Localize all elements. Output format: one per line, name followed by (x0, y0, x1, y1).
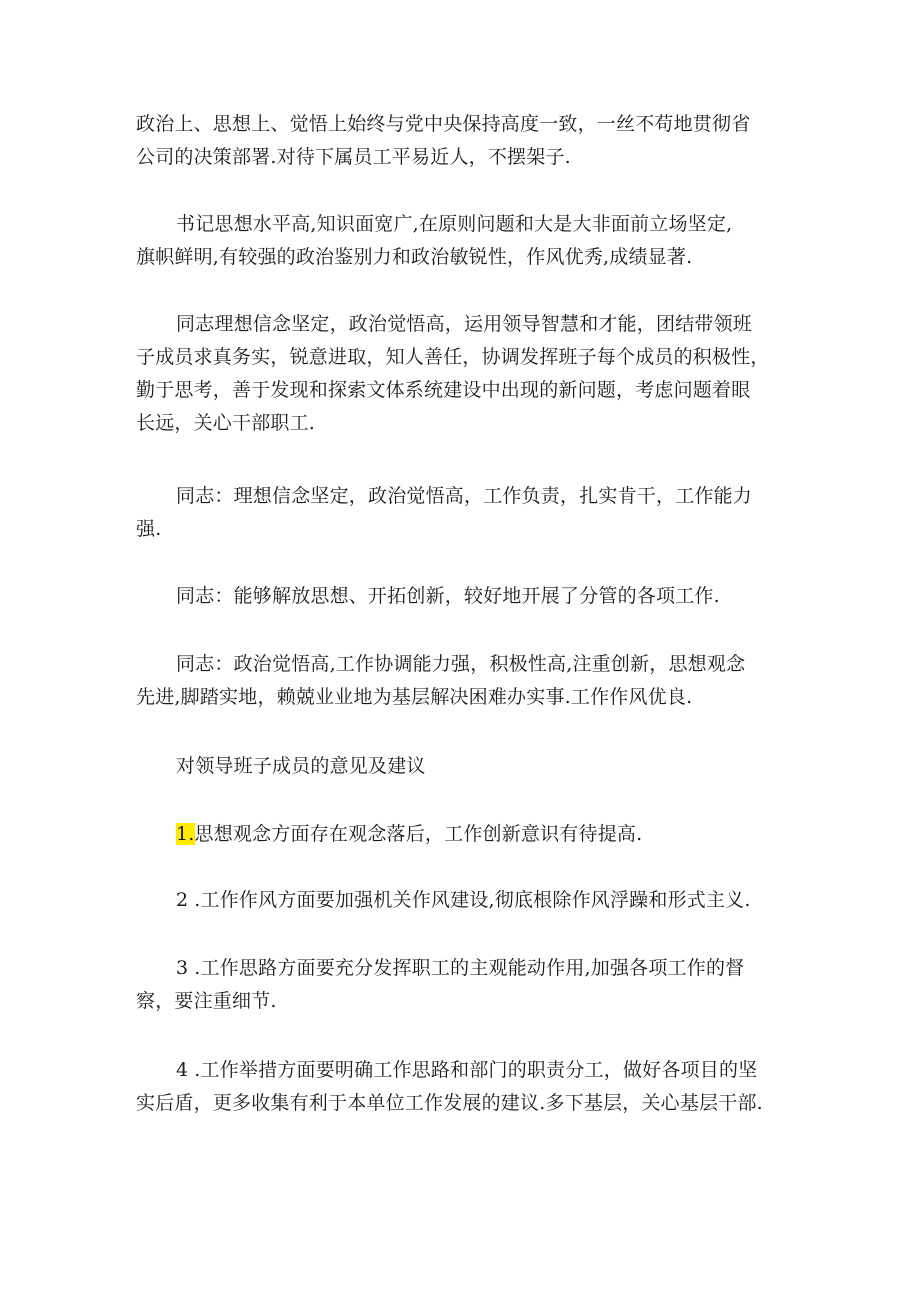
text-line: .工作思路方面要充分发挥职工的主观能动作用,加强各项工作的督 (194, 957, 745, 979)
text-line: 同志：能够解放思想、开拓创新，较好地开展了分管的各项工作. (176, 585, 720, 607)
text-line: 强. (136, 518, 162, 540)
text-line: 旗帜鲜明,有较强的政治鉴别力和政治敏锐性，作风优秀,成绩显著. (136, 246, 693, 268)
paragraph-secretary-evaluation (136, 208, 796, 274)
paragraph-comrade-innovation (136, 580, 796, 613)
suggestion-number: 3 (176, 957, 189, 979)
text-line: 思想观念方面存在观念落后，工作创新意识有待提高. (194, 823, 643, 845)
suggestion-number-highlight: 1. (176, 823, 195, 845)
section-heading-suggestions (136, 750, 796, 783)
text-line: .工作举措方面要明确工作思路和部门的职责分工，做好各项目的坚 (194, 1059, 758, 1081)
text-line: 先进,脚踏实地，赖兢业业地为基层解决困难办实事.工作作风优良. (136, 686, 693, 708)
text-line: 同志理想信念坚定，政治觉悟高，运用领导智慧和才能，团结带领班 (176, 313, 753, 335)
text-line: 察，要注重细节. (136, 990, 277, 1012)
text-line: 勤于思考，善于发现和探索文体系统建设中出现的新问题，考虑问题着眼 (136, 379, 751, 401)
text-line: 书记思想水平高,知识面宽广,在原则问题和大是大非面前立场坚定, (176, 213, 733, 235)
suggestion-item-1 (136, 818, 796, 851)
text-line: 政治上、思想上、觉悟上始终与党中央保持高度一致，一丝不苟地贯彻省 (136, 113, 751, 135)
text-line: 实后盾，更多收集有利于本单位工作发展的建议.多下基层，关心基层干部. (136, 1092, 763, 1114)
text-line: .工作作风方面要加强机关作风建设,彻底根除作风浮躁和形式主义. (194, 889, 751, 911)
suggestion-number: 2 (176, 889, 189, 911)
text-line: 同志：政治觉悟高,工作协调能力强，积极性高,注重创新，思想观念 (176, 653, 746, 675)
text-line: 子成员求真务实，锐意进取，知人善任，协调发挥班子每个成员的积极性， (136, 346, 770, 368)
suggestion-item-4 (136, 1054, 796, 1120)
text-line: 同志：理想信念坚定，政治觉悟高，工作负责，扎实肯干，工作能力 (176, 485, 753, 507)
suggestion-number: 4 (176, 1059, 189, 1081)
paragraph-comrade-ideals (136, 308, 796, 440)
text-line: 长远，关心干部职工. (136, 412, 316, 434)
paragraph-comrade-responsible (136, 480, 796, 546)
paragraph-political-alignment (136, 108, 796, 174)
text-line: 公司的决策部署.对待下属员工平易近人，不摆架子. (136, 146, 571, 168)
paragraph-comrade-coordination (136, 648, 796, 714)
suggestion-item-3 (136, 952, 796, 1018)
text-line: 对领导班子成员的意见及建议 (176, 755, 426, 777)
suggestion-item-2 (136, 884, 796, 917)
